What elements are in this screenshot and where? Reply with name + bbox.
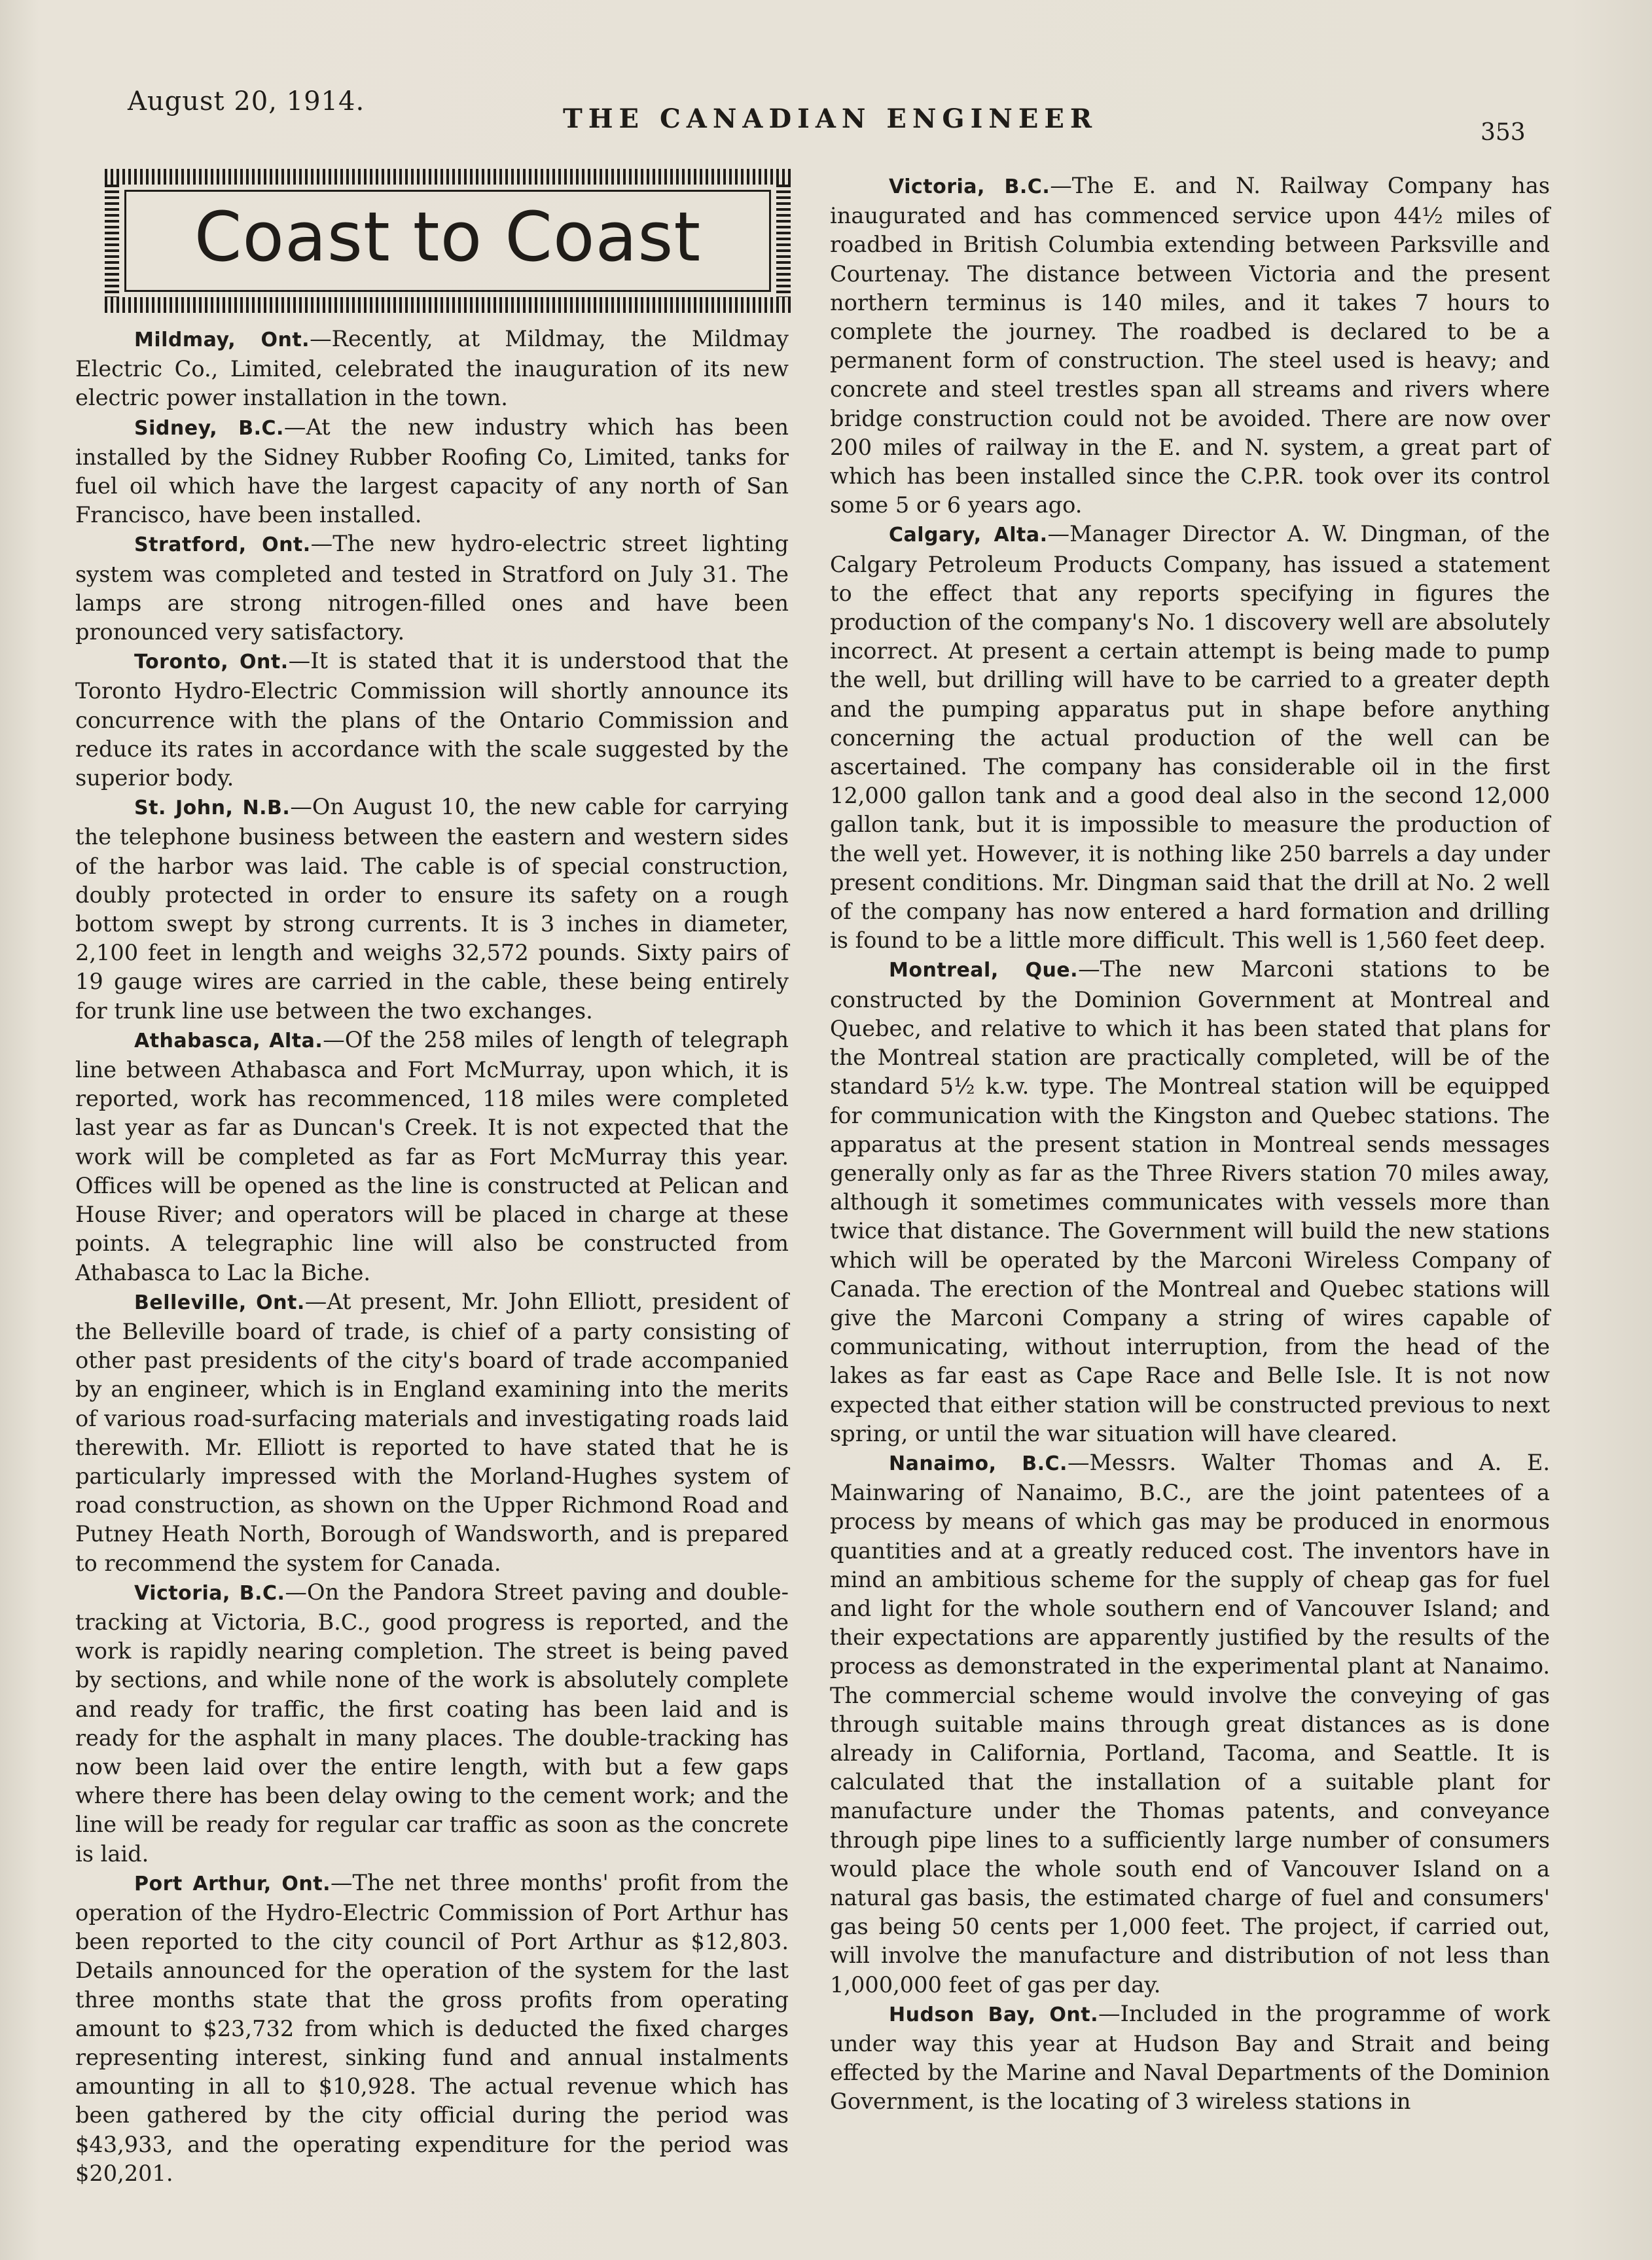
item-place: Belleville, Ont. <box>134 1291 305 1314</box>
right-column <box>830 171 1550 2117</box>
item-text: —At present, Mr. John Elliott, president of the Belleville board of trade, is chief of a party consisting of other past presidents of the city's board of trade accompanied by an engineer, which is in England examining into the merits of various road-surfacing materials and investigating roads laid therewith. Mr. Elliott is reported to have stated that he is particularly impressed with the Morland-Hughes system of road construction, as shown on the Upper Richmond Road and Putney Heath North, Borough of Wandsworth, and is prepared to recommend the system for Canada. <box>75 1288 789 1576</box>
news-item <box>75 1287 789 1578</box>
banner-hatch-bottom <box>105 297 791 313</box>
news-item <box>75 325 789 413</box>
item-text: —Manager Director A. W. Dingman, of the Calgary Petroleum Products Company, has issued a statement to the effect that any reports specifying in figures the production of the company's No. 1 discovery well are absolutely incorrect. At present a certain attempt is being made to pump the well, but drilling will have to be carried to a greater depth and the pumping apparatus put in shape before anything concerning the actual production of the well can be ascertained. The company has considerable oil in the first 12,000 gallon tank and a good deal also in the second 12,000 gallon tank, but it is impossible to measure the production of the well yet. However, it is nothing like 250 barrels a day under present conditions. Mr. Dingman said that the drill at No. 2 well of the company has now entered a hard formation and drilling is found to be a little more difficult. This well is 1,560 feet deep. <box>830 521 1550 954</box>
news-item <box>830 955 1550 1448</box>
running-head <box>0 79 1652 146</box>
issue-date: August 20, 1914. <box>128 86 365 117</box>
item-text: —Included in the programme of work under way this year at Hudson Bay and Strait and being effected by the Marine and Naval Departments of the Dominion Government, is the locating of 3 wireless stations in <box>830 2000 1550 2115</box>
item-text: —Of the 258 miles of length of telegraph line between Athabasca and Fort McMurray, upon which, it is reported, work has recommenced, 118 miles were completed last year as far as Duncan's Creek. It is not expected that the work will be completed as far as Fort McMurray this year. Offices will be opened as the line is constructed at Pelican and House River; and operators will be placed in charge at these points. A telegraphic line will also be constructed from Athabasca to Lac la Biche. <box>75 1026 789 1285</box>
news-item <box>830 520 1550 955</box>
news-item <box>75 413 789 530</box>
item-text: —The new hydro-electric street lighting system was completed and tested in Stratford on July 31. The lamps are strong nitrogen-filled ones and have been pronounced very satisfactory. <box>75 531 789 645</box>
item-place: Calgary, Alta. <box>889 524 1048 547</box>
news-item <box>75 793 789 1026</box>
item-place: Athabasca, Alta. <box>134 1029 323 1052</box>
item-text: —On August 10, the new cable for carrying the telephone business between the eastern and western sides of the harbor was laid. The cable is of special construction, doubly protected in order to ensure its safety on a rough bottom swept by strong currents. It is 3 inches in diameter, 2,100 feet in length and weighs 32,572 pounds. Sixty pairs of 19 gauge wires are carried in the cable, these being entirely for trunk line use between the two exchanges. <box>75 794 789 1024</box>
section-banner <box>105 169 791 313</box>
item-place: Port Arthur, Ont. <box>134 1872 331 1895</box>
item-place: Mildmay, Ont. <box>134 329 310 351</box>
page-number: 353 <box>1481 119 1526 146</box>
journal-title: THE CANADIAN ENGINEER <box>563 103 1098 134</box>
news-item <box>830 171 1550 520</box>
news-item <box>75 1869 789 2188</box>
news-item <box>830 1448 1550 2000</box>
banner-hatch-top <box>105 169 791 185</box>
item-text: —Recently, at Mildmay, the Mildmay Electric Co., Limited, celebrated the inauguration of its new electric power installation in the town. <box>75 326 789 411</box>
news-item <box>75 529 789 647</box>
left-column <box>75 325 789 2188</box>
item-text: —Messrs. Walter Thomas and A. E. Mainwaring of Nanaimo, B.C., are the joint patentees of a process by means of which gas may be produced in enormous quantities and at a greatly reduced cost. The inventors have in mind an ambitious scheme for the supply of cheap gas for fuel and light for the whole southern end of Vancouver Island; and their expectations are apparently justified by the results of the process as demonstrated in the experimental plant at Nanaimo. The commercial scheme would involve the conveying of gas through suitable mains through great distances as is done already in California, Portland, Tacoma, and Seattle. It is calculated that the installation of a suitable plant for manufacture under the Thomas patents, and conveyance through pipe lines to a sufficiently large number of consumers would place the whole south end of Vancouver Island on a natural gas basis, the estimated charge of fuel and consumers' gas being 50 cents per 1,000 feet. The project, if carried out, will involve the manufacture and distribution of not less than 1,000,000 feet of gas per day. <box>830 1449 1551 1998</box>
item-text: —The net three months' profit from the operation of the Hydro-Electric Commission of Port Arthur has been reported to the city council of Port Arthur as $12,803. Details announced for the operation of the system for the last three months state that the gross profits from operating amount to $23,732 from which is deducted the fixed charges representing interest, sinking fund and annual instalments amounting in all to $10,928. The actual revenue which has been gathered by the city official during the period was $43,933, and the operating expenditure for the period was $20,201. <box>75 1869 789 2186</box>
item-text: —The new Marconi stations to be constructed by the Dominion Government at Montreal and Quebec, and relative to which it has been stated that plans for the Montreal station are practically completed, will be of the standard 5½ k.w. type. The Montreal station will be equipped for communication with the Kingston and Quebec stations. The apparatus at the present station in Montreal sends messages generally only as far as the Three Rivers station 70 miles away, although it sometimes communicates with vessels more than twice that distance. The Government will build the new stations which will be operated by the Marconi Wireless Company of Canada. The erection of the Montreal and Quebec stations will give the Marconi Company a string of wires capable of communicating, without interruption, from the head of the lakes as far east as Cape Race and Belle Isle. It is not now expected that either station will be constructed previous to next spring, or until the war situation will have cleared. <box>830 956 1550 1446</box>
section-title: Coast to Coast <box>194 197 702 277</box>
news-item <box>75 1026 789 1287</box>
item-place: Montreal, Que. <box>889 959 1079 982</box>
news-item <box>75 647 789 793</box>
news-item <box>830 2000 1550 2117</box>
item-text: —It is stated that it is understood that the Toronto Hydro-Electric Commission will shortly announce its concurrence with the plans of the Ontario Commission and reduce its rates in accordance with the scale suggested by the superior body. <box>75 648 789 791</box>
item-place: St. John, N.B. <box>134 797 291 820</box>
item-text: —At the new industry which has been installed by the Sidney Rubber Roofing Co, Limited, tanks for fuel oil which have the largest capacity of any north of San Francisco, have been installed. <box>75 414 789 528</box>
item-place: Sidney, B.C. <box>134 416 284 440</box>
item-place: Stratford, Ont. <box>134 533 311 557</box>
item-text: —The E. and N. Railway Company has inaugurated and has commenced service upon 44½ miles of roadbed in British Columbia extending between Parksville and Courtenay. The distance between Victoria and the present northern terminus is 140 miles, and it takes 7 hours to complete the journey. The roadbed is declared to be a permanent form of construction. The steel used is heavy; and concrete and steel trestles span all streams and rivers where bridge construction could not be avoided. There are now over 200 miles of railway in the E. and N. system, a great part of which has been installed since the C.P.R. took over its control some 5 or 6 years ago. <box>830 173 1550 518</box>
item-place: Hudson Bay, Ont. <box>889 2003 1099 2026</box>
item-place: Victoria, B.C. <box>889 175 1050 198</box>
item-text: —On the Pandora Street paving and double-tracking at Victoria, B.C., good progress is reported, and the work is rapidly nearing completion. The street is being paved by sections, and while none of the work is absolutely complete and ready for traffic, the first coating has been laid and is ready for the asphalt in many places. The double-tracking has now been laid over the entire length, with but a few gaps where there has been delay owing to the cement work; and the line will be ready for regular car traffic as soon as the concrete is laid. <box>75 1579 789 1867</box>
item-place: Nanaimo, B.C. <box>889 1452 1068 1475</box>
item-place: Victoria, B.C. <box>134 1581 285 1605</box>
news-item <box>75 1578 789 1869</box>
item-place: Toronto, Ont. <box>134 651 289 674</box>
